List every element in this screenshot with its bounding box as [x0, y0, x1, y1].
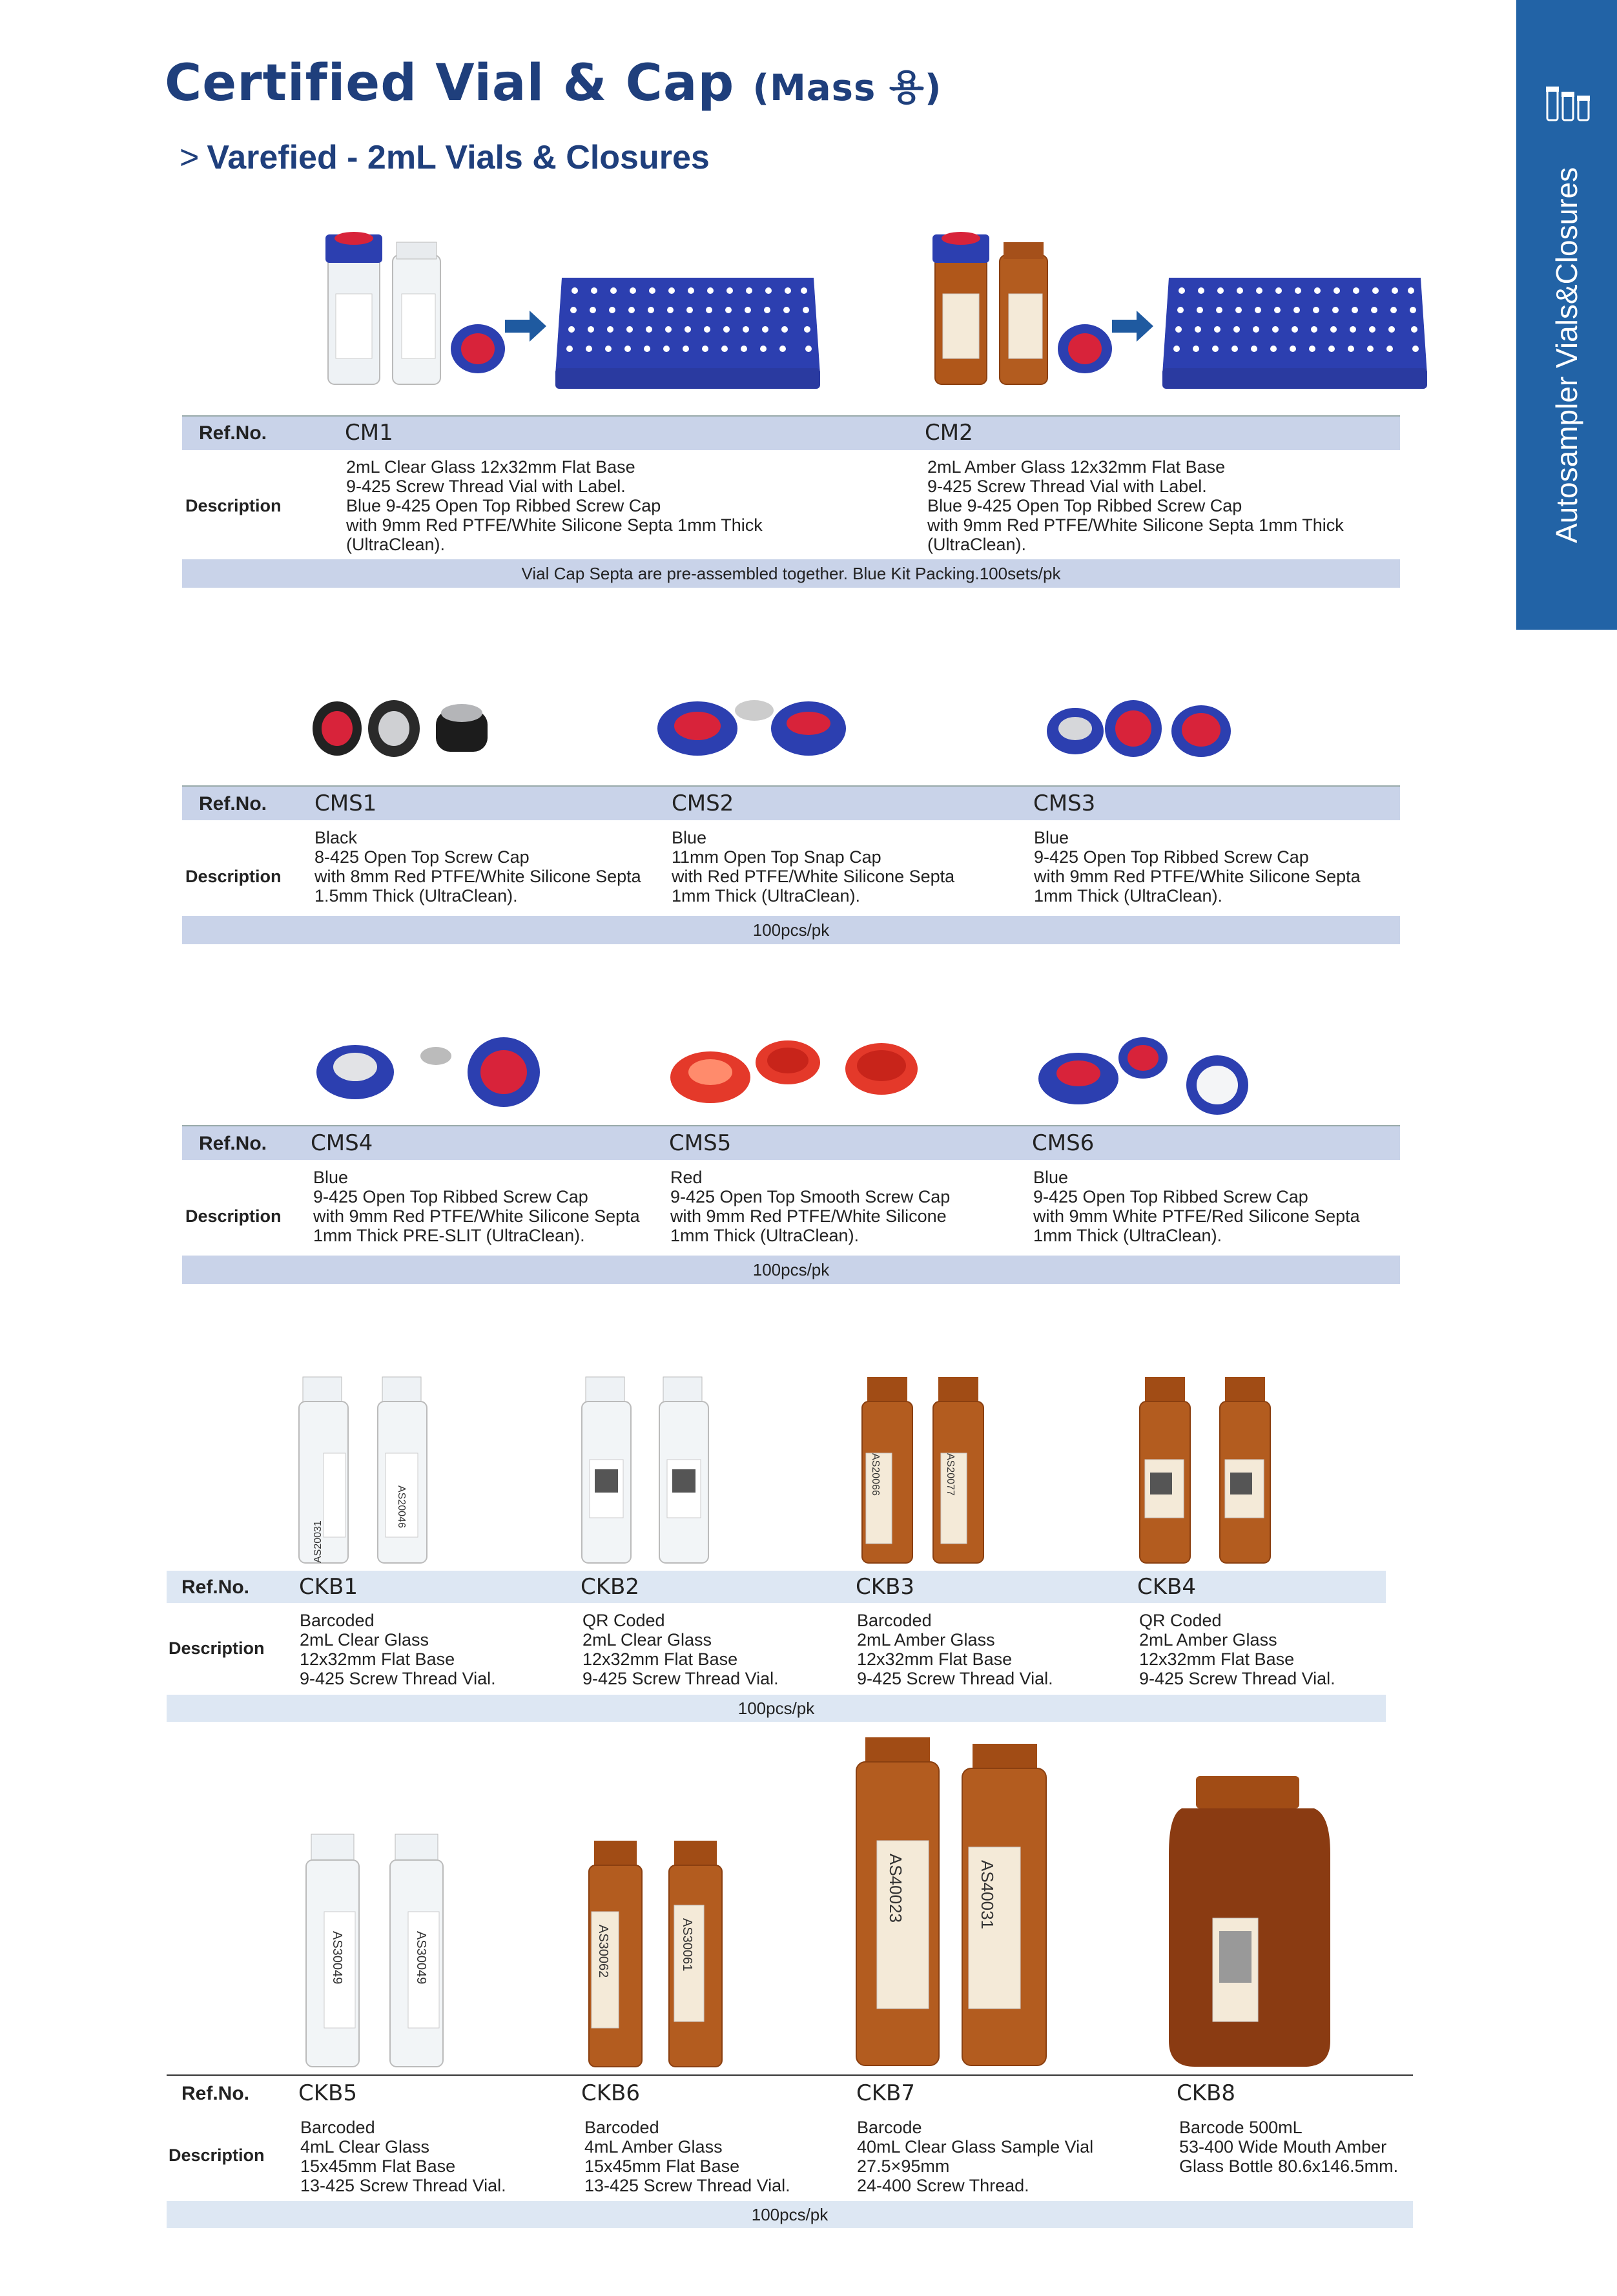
description-label: Description: [185, 1206, 282, 1226]
ckb2-image: [582, 1377, 708, 1563]
subtitle-text: Varefied - 2mL Vials & Closures: [207, 139, 710, 176]
desc-ckb1: Barcoded 2mL Clear Glass 12x32mm Flat Base 9-425 Screw Thread Vial.: [300, 1611, 496, 1688]
ref-cms6: CMS6: [1032, 1130, 1095, 1156]
desc-ckb4: QR Coded 2mL Amber Glass 12x32mm Flat Base 9-425 Screw Thread Vial.: [1139, 1611, 1335, 1688]
section2-product-images: [310, 685, 1253, 781]
title-suffix: (Mass 용): [752, 67, 942, 109]
desc-cms2: Blue 11mm Open Top Snap Cap with Red PTFE/White Silicone Septa 1mm Thick (UltraClean).: [672, 828, 955, 905]
ref-ckb4: CKB4: [1137, 1574, 1196, 1600]
ckb7-vial-label-2: AS40031: [978, 1860, 997, 1929]
ref-label: Ref.No.: [199, 793, 267, 814]
ckb3-vial-label-1: AS20066: [870, 1453, 881, 1496]
vials-icon: [1545, 84, 1591, 123]
ckb3-image: [862, 1377, 984, 1563]
ckb4-image: [1140, 1377, 1270, 1563]
description-label: Description: [169, 2146, 265, 2165]
desc-ckb7: Barcode 40mL Clear Glass Sample Vial 27.5×95mm 24-400 Screw Thread.: [857, 2118, 1094, 2195]
ckb6-vial-label-1: AS30062: [596, 1925, 610, 1978]
desc-cms3: Blue 9-425 Open Top Ribbed Screw Cap with 9mm Red PTFE/White Silicone Septa 1mm Thick (UltraClean).: [1034, 828, 1361, 905]
ckb7-image: [856, 1737, 1046, 2065]
desc-ckb3: Barcoded 2mL Amber Glass 12x32mm Flat Base 9-425 Screw Thread Vial.: [857, 1611, 1053, 1688]
section3-footer: 100pcs/pk: [182, 1256, 1400, 1284]
ref-ckb1: CKB1: [299, 1574, 358, 1600]
cms2-image: [657, 700, 846, 756]
ref-label: Ref.No.: [199, 422, 267, 444]
page-subtitle: [180, 138, 710, 177]
ref-ckb6: CKB6: [581, 2080, 640, 2106]
ref-label: Ref.No.: [181, 1577, 249, 1598]
ref-ckb7: CKB7: [856, 2080, 915, 2106]
ref-cms1: CMS1: [314, 791, 377, 816]
ckb1-vial-label-2: AS20046: [396, 1485, 407, 1528]
ref-cm2: CM2: [925, 420, 973, 446]
desc-ckb5: Barcoded 4mL Clear Glass 15x45mm Flat Base 13-425 Screw Thread Vial.: [300, 2118, 506, 2195]
desc-cm2: 2mL Amber Glass 12x32mm Flat Base 9-425 Screw Thread Vial with Label. Blue 9-425 Open Top Ribbed Screw Cap with 9mm Red PTFE/White Silicone Septa 1mm Thick (UltraClean).: [927, 457, 1344, 554]
section4-footer: 100pcs/pk: [167, 1695, 1386, 1722]
section5-footer: 100pcs/pk: [167, 2201, 1413, 2228]
ref-cms3: CMS3: [1033, 791, 1096, 816]
sidebar-label: Autosampler Vials&Closures: [1550, 167, 1583, 543]
ref-ckb2: CKB2: [581, 1574, 639, 1600]
ckb6-vial-label-2: AS30061: [680, 1918, 694, 1972]
ref-cms4: CMS4: [311, 1130, 373, 1156]
desc-cms4: Blue 9-425 Open Top Ribbed Screw Cap with 9mm Red PTFE/White Silicone Septa 1mm Thick PRE-SLIT (UltraClean).: [313, 1168, 640, 1245]
desc-ckb2: QR Coded 2mL Clear Glass 12x32mm Flat Base 9-425 Screw Thread Vial.: [582, 1611, 779, 1688]
ckb8-image: [1169, 1776, 1330, 2067]
ckb3-vial-label-2: AS20077: [945, 1453, 956, 1496]
cm2-product-image: [923, 223, 1427, 397]
desc-cms1: Black 8-425 Open Top Screw Cap with 8mm Red PTFE/White Silicone Septa 1.5mm Thick (UltraClean).: [314, 828, 641, 905]
cms1-image: [313, 700, 488, 757]
section1-footer: Vial Cap Septa are pre-assembled together. Blue Kit Packing.100sets/pk: [182, 559, 1400, 588]
ref-label: Ref.No.: [181, 2083, 249, 2104]
ref-cm1: CM1: [345, 420, 393, 446]
description-label: Description: [169, 1639, 265, 1658]
cms5-image: [670, 1040, 918, 1103]
desc-ckb8: Barcode 500mL 53-400 Wide Mouth Amber Glass Bottle 80.6x146.5mm.: [1179, 2118, 1399, 2176]
section3-product-images: [310, 1027, 1266, 1124]
ref-cms2: CMS2: [672, 791, 734, 816]
sidebar-tab: [1516, 0, 1617, 630]
section2-footer: 100pcs/pk: [182, 916, 1400, 944]
ref-label: Ref.No.: [199, 1133, 267, 1154]
cms4-image: [316, 1037, 540, 1107]
desc-ckb6: Barcoded 4mL Amber Glass 15x45mm Flat Base 13-425 Screw Thread Vial.: [584, 2118, 790, 2195]
desc-cms5: Red 9-425 Open Top Smooth Screw Cap with 9mm Red PTFE/White Silicone 1mm Thick (UltraClean).: [670, 1168, 951, 1245]
section5-top-rule: [167, 2074, 1413, 2076]
ckb5-image: [306, 1834, 443, 2067]
section4-product-images: [294, 1369, 1301, 1569]
description-label: Description: [185, 867, 282, 886]
ckb5-vial-label-1: AS30049: [330, 1931, 344, 1985]
ckb5-vial-label-2: AS30049: [414, 1931, 428, 1985]
cms6-image: [1038, 1037, 1248, 1115]
ckb6-image: [589, 1841, 722, 2067]
ckb1-image: [299, 1377, 427, 1563]
ref-ckb3: CKB3: [856, 1574, 914, 1600]
ref-ckb5: CKB5: [298, 2080, 357, 2106]
ref-cms5: CMS5: [669, 1130, 732, 1156]
cm1-product-image: [316, 223, 820, 397]
description-label: Description: [185, 496, 282, 515]
page-title: Certified Vial & Cap (Mass 용): [165, 54, 942, 112]
ckb1-vial-label-1: AS20031: [313, 1520, 324, 1563]
ckb7-vial-label-1: AS40023: [886, 1854, 905, 1923]
ref-ckb8: CKB8: [1177, 2080, 1235, 2106]
section5-product-images: [297, 1737, 1421, 2073]
cms3-image: [1047, 700, 1231, 757]
desc-cms6: Blue 9-425 Open Top Ribbed Screw Cap with 9mm White PTFE/Red Silicone Septa 1mm Thick (UltraClean).: [1033, 1168, 1360, 1245]
chevron-right-icon: >: [180, 139, 200, 176]
desc-cm1: 2mL Clear Glass 12x32mm Flat Base 9-425 Screw Thread Vial with Label. Blue 9-425 Open Top Ribbed Screw Cap with 9mm Red PTFE/White Silicone Septa 1mm Thick (UltraClean).: [346, 457, 763, 554]
